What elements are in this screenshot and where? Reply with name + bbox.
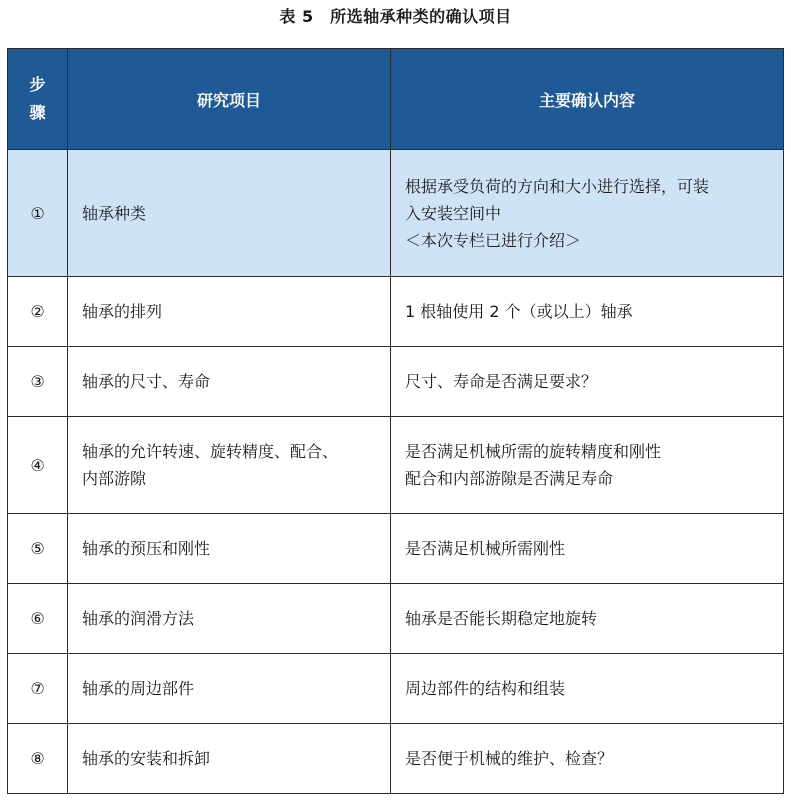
table-title: 表 5 所选轴承种类的确认项目 [279, 7, 512, 26]
row-content-line: 入安装空间中 [405, 203, 502, 223]
row-item-line: 轴承的允许转速、旋转精度、配合、 [82, 442, 339, 461]
row-content-line: 根据承受负荷的方向和大小进行选择，可装 [405, 176, 710, 196]
row-step-number: ⑦ [8, 654, 68, 724]
table-row [8, 724, 784, 794]
table-row [8, 347, 784, 417]
row-content [391, 724, 784, 794]
table-row [8, 417, 784, 514]
row-step-number: ② [8, 277, 68, 347]
row-content [391, 347, 784, 417]
row-item [68, 654, 391, 724]
row-step-number: ⑥ [8, 584, 68, 654]
row-content-line: 是否满足机械所需刚性 [405, 539, 566, 558]
row-item [68, 150, 391, 277]
header-step-label: 步 骤 [29, 75, 46, 122]
row-item [68, 347, 391, 417]
row-item [68, 277, 391, 347]
row-item-line: 轴承的排列 [82, 302, 163, 321]
row-content-line: 是否满足机械所需的旋转精度和刚性 [405, 442, 662, 461]
row-content-line: 周边部件的结构和组装 [405, 679, 566, 698]
row-step-number: ③ [8, 347, 68, 417]
row-content [391, 584, 784, 654]
header-content: 主要确认内容 [391, 49, 784, 150]
row-content [391, 514, 784, 584]
header-row [8, 49, 784, 150]
row-step-number: ⑤ [8, 514, 68, 584]
row-step-number: ① [8, 150, 68, 277]
row-content-line: 配合和内部游隙是否满足寿命 [405, 469, 614, 488]
row-content [391, 277, 784, 347]
row-item [68, 417, 391, 514]
row-content-line: 是否便于机械的维护、检查？ [405, 749, 614, 768]
table-row [8, 514, 784, 584]
header-item: 研究项目 [68, 49, 391, 150]
row-item-line: 轴承的安装和拆卸 [82, 749, 211, 768]
row-item-line: 轴承的预压和刚性 [82, 539, 211, 558]
row-content-line: 1 根轴使用 2 个（或以上）轴承 [405, 302, 633, 321]
row-item-line: 轴承的尺寸、寿命 [82, 372, 211, 391]
row-content-line: 尺寸、寿命是否满足要求？ [405, 372, 598, 391]
row-content-line: ＜本次专栏已进行介绍＞ [405, 230, 582, 250]
row-item-line: 轴承种类 [82, 203, 147, 223]
row-content [391, 150, 784, 277]
row-item-line: 内部游隙 [82, 469, 147, 488]
table-row [8, 654, 784, 724]
row-item [68, 584, 391, 654]
header-step [8, 49, 68, 150]
row-step-number: ④ [8, 417, 68, 514]
table-row [8, 150, 784, 277]
row-step-number: ⑧ [8, 724, 68, 794]
table-row [8, 584, 784, 654]
row-item-line: 轴承的润滑方法 [82, 609, 195, 628]
row-item [68, 724, 391, 794]
table-row [8, 277, 784, 347]
row-content [391, 654, 784, 724]
row-content [391, 417, 784, 514]
confirmation-table [7, 48, 784, 794]
row-content-line: 轴承是否能长期稳定地旋转 [405, 609, 598, 628]
row-item-line: 轴承的周边部件 [82, 679, 195, 698]
row-item [68, 514, 391, 584]
